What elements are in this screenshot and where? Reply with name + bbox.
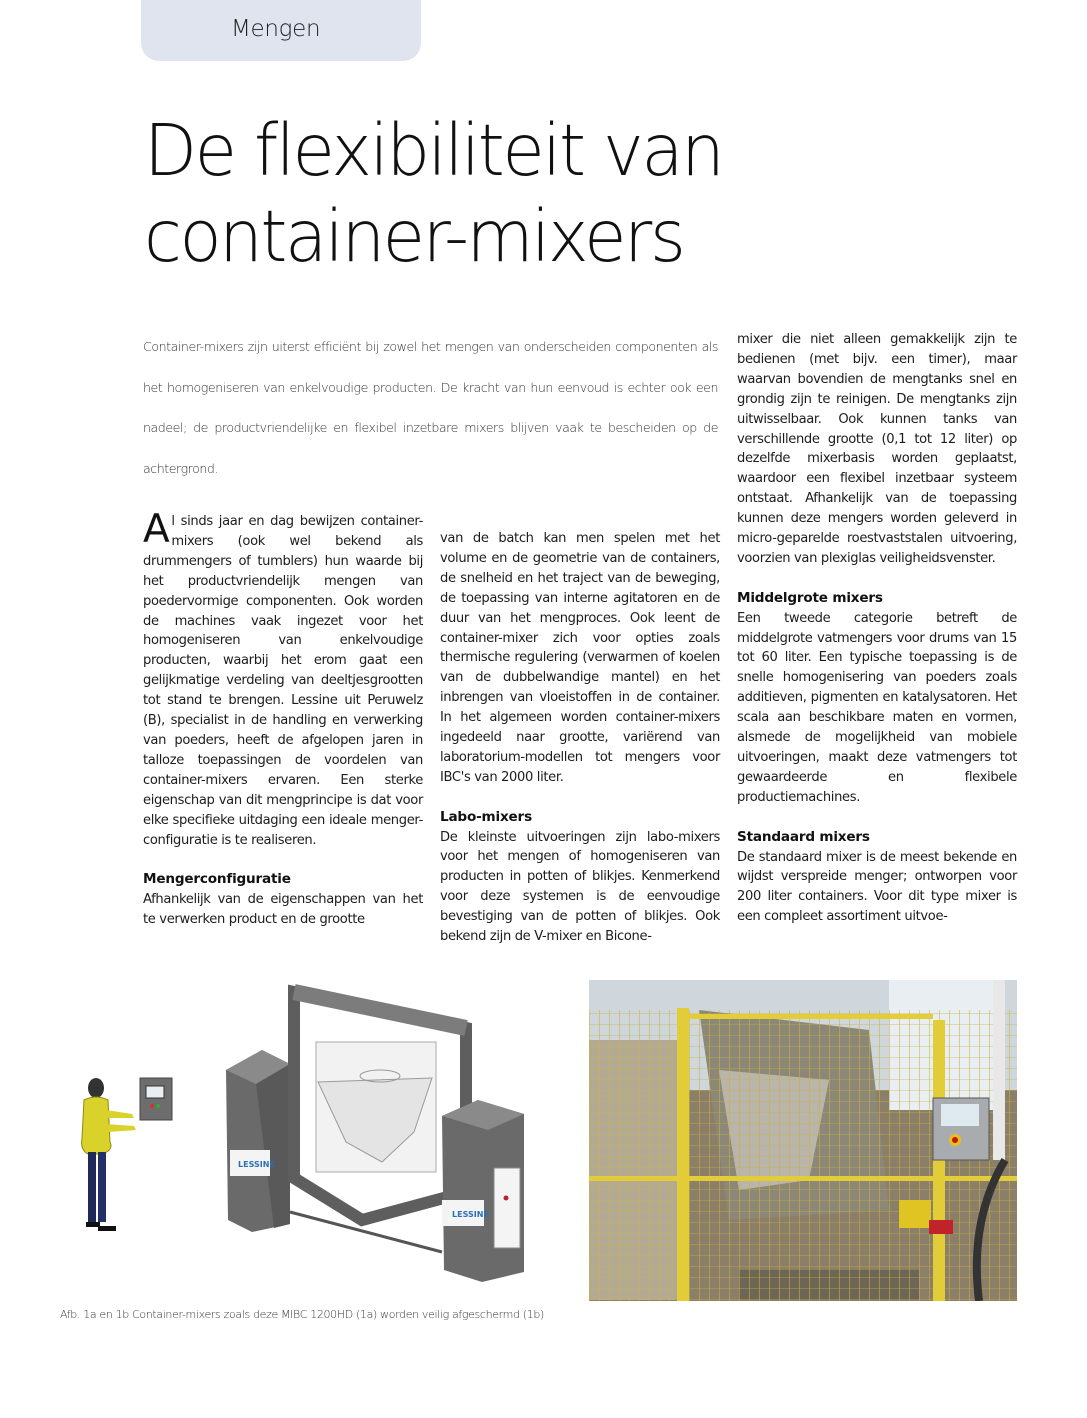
drop-cap: A <box>143 507 170 552</box>
fenced-mixer-photo <box>589 980 1017 1301</box>
figure-caption: Afb. 1a en 1b Container-mixers zoals deze MIBC 1200HD (1a) worden veilig afgeschermd (1b) <box>60 1308 544 1321</box>
control-box <box>140 1078 172 1120</box>
figure-1b-fenced-mixer-photo <box>589 980 1017 1301</box>
svg-text:LESSINE: LESSINE <box>452 1210 489 1219</box>
subheading-mengerconfiguratie: Mengerconfiguratie <box>143 871 291 888</box>
paragraph: De kleinste uitvoeringen zijn labo-mixers voor het mengen of homogeniseren van producten in potten of blikjes. Kenmerkend voor deze systemen is de eenvoudige bevestiging van de potten of blikjes. Ook bekend zijn de V-mixer en Bicone- <box>440 829 720 945</box>
article-intro: Container-mixers zijn uiterst efficiënt bij zowel het mengen van onderscheiden componenten als het homogeniseren van enkelvoudige producten. De kracht van hun eenvoud is echter ook een nadeel; de productvriendelijke en flexibel inzetbare mixers blijven vaak te bescheiden op de achtergrond. <box>143 339 718 476</box>
figure-1a-mixer-render <box>62 982 580 1300</box>
title-line-2: container-mixers <box>144 195 684 278</box>
section-label: Mengen <box>231 16 321 42</box>
paragraph: mixer die niet alleen gemakkelijk zijn te bedienen (met bijv. een timer), maar waarvan bovendien de mengtanks snel en grondig zijn te reinigen. De mengtanks zijn uitwisselbaar. Ook kunnen tanks van verschillende grootte (0,1 tot 12 liter) op dezelfde mixerbasis worden geplaatst, waardoor een flexibel inzetbaar systeem ontstaat. Afhankelijk van de toepassing kunnen deze mengers worden geleverd in micro-geparelde roestvaststalen uitvoering, voorzien van plexiglas veiligheidsvenster. <box>737 332 1017 566</box>
text-column-1 <box>143 507 423 930</box>
article-title <box>144 108 823 280</box>
subheading-labo-mixers: Labo-mixers <box>440 808 532 825</box>
paragraph: l sinds jaar en dag bewijzen container-mixers (ook wel bekend als drummengers of tumblers) hun waarde bij het productvriendelijk mengen van poedervormige componenten. Ook worden de machines vaak ingezet voor het homogeniseren van enkelvoudige producten, waarbij het erom gaat een gelijkmatige verdeling van deeltjesgrootten tot stand te brengen. Lessine uit Peruwelz (B), specialist in de handling en verwerking van poeders, heeft de afgelopen jaren in talloze toepassingen de voordelen van container-mixers ervaren. Een sterke eigenschap van dit mengprincipe is dat voor elke specifieke uitdaging een ideale menger-configuratie is te realiseren. <box>143 514 423 848</box>
subheading-middelgrote-mixers: Middelgrote mixers <box>737 589 883 606</box>
title-line-1: De flexibiliteit van <box>144 109 723 192</box>
operator-figure <box>82 1078 136 1231</box>
paragraph: Een tweede categorie betreft de middelgrote vatmengers voor drums van 15 tot 60 liter. Een typische toepassing is de snelle homogenisering van poeders zoals additieven, pigmenten en katalysatoren. Het scala aan beschikbare maten en vormen, alsmede de mogelijkheid van mobiele uitvoeringen, maakt deze vatmengers tot gewaardeerde en flexibele productiemachines. <box>737 610 1017 805</box>
paragraph: De standaard mixer is de meest bekende en wijdst verspreide menger; ontworpen voor 200 liter containers. Voor dit type mixer is een compleet assortiment uitvoe- <box>737 849 1017 925</box>
mixer-render-illustration <box>62 982 580 1300</box>
svg-text:LESSINE: LESSINE <box>238 1160 275 1169</box>
text-column-2 <box>440 529 720 947</box>
paragraph: Afhankelijk van de eigenschappen van het te verwerken product en de grootte <box>143 892 423 928</box>
paragraph: van de batch kan men spelen met het volume en de geometrie van de containers, de snelheid en het traject van de beweging, de toepassing van interne agitatoren en de duur van het mengproces. Ook leent de container-mixer zich voor opties zoals thermische regulering (verwarmen of koelen van de dubbelwandige mantel) en het inbrengen van vloeistoffen in de container. In het algemeen worden container-mixers ingedeeld naar grootte, variërend van laboratorium-modellen tot mengers voor IBC's van 2000 liter. <box>440 531 720 785</box>
subheading-standaard-mixers: Standaard mixers <box>737 828 870 845</box>
section-tab <box>141 0 421 61</box>
text-column-3 <box>737 330 1017 927</box>
